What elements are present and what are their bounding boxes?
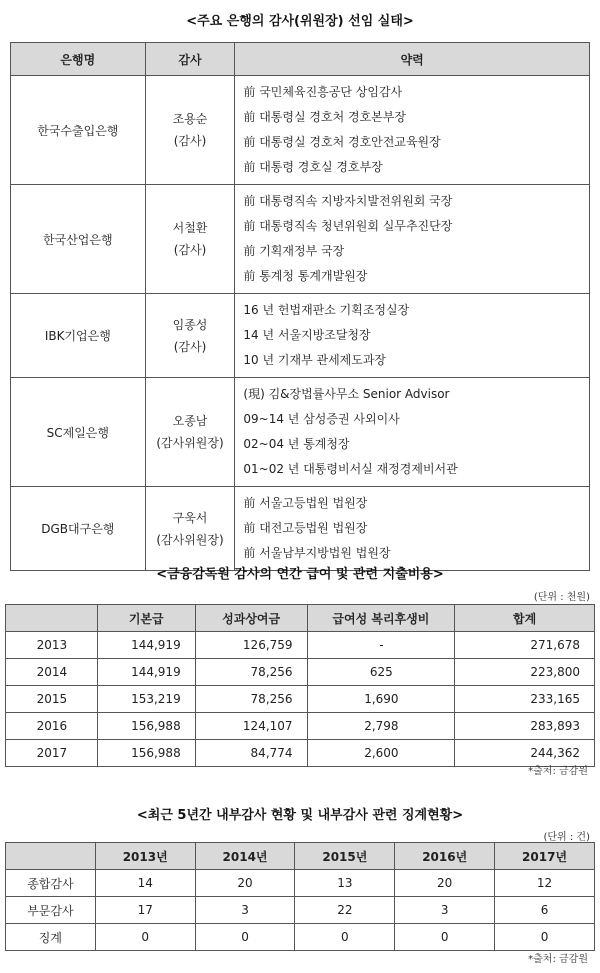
table-row [6,659,595,686]
year-cell: 2016 [6,713,98,740]
total-cell: 244,362 [455,740,595,767]
welfare-cell: 1,690 [307,686,455,713]
auditor-cell [145,294,235,378]
base-pay-cell: 156,988 [97,740,195,767]
year-cell: 2013 [6,632,98,659]
value-cell: 6 [495,897,595,924]
auditor-cell [145,185,235,294]
auditor-name: 서철환 [172,221,208,235]
value-cell: 0 [95,924,195,951]
table-row [6,632,595,659]
auditor-name: 임종성 [172,317,208,332]
career-cell [235,487,590,571]
header-auditor: 감사 [145,43,235,76]
total-cell: 233,165 [455,686,595,713]
table-row [11,185,590,294]
career-line: 前 서울고등법원 법원장 [243,496,368,510]
value-cell: 17 [95,897,195,924]
auditor-title: (감사위원장) [156,532,224,547]
table-header-row [6,605,595,632]
table3-unit: (단위 : 건) [543,832,590,843]
table-row [11,378,590,487]
table3-title: <최근 5년간 내부감사 현황 및 내부감사 관련 징계현황> [136,808,464,823]
header-2017: 2017년 [495,843,595,870]
bank-name: IBK기업은행 [11,294,146,378]
table-row [11,294,590,378]
total-cell: 223,800 [455,659,595,686]
welfare-cell: - [307,632,455,659]
bank-name: 한국수출입은행 [11,76,146,185]
career-line: 前 대통령직속 청년위원회 실무추진단장 [243,219,453,233]
career-line: 前 기획재정부 국장 [243,244,345,258]
career-line: 前 대통령 경호실 경호부장 [243,160,383,174]
year-cell: 2015 [6,686,98,713]
career-line: 前 대전고등법원 법원장 [243,521,368,535]
header-total: 합계 [455,605,595,632]
value-cell: 3 [395,897,495,924]
total-cell: 271,678 [455,632,595,659]
table-header-row [11,43,590,76]
header-career: 약력 [235,43,590,76]
value-cell: 0 [195,924,295,951]
row-label: 종합감사 [6,870,96,897]
bank-name: 한국산업은행 [11,185,146,294]
career-line: 01~02 년 대통령비서실 재정경제비서관 [243,462,458,476]
bank-name: DGB대구은행 [11,487,146,571]
header-empty [6,605,98,632]
value-cell: 22 [295,897,395,924]
career-line: (現) 김&장법률사무소 Senior Advisor [243,387,450,401]
value-cell: 13 [295,870,395,897]
career-line: 09~14 년 삼성증권 사외이사 [243,412,400,426]
career-cell [235,294,590,378]
table-row [6,924,595,951]
auditor-cell [145,378,235,487]
career-cell [235,378,590,487]
career-line: 10 년 기재부 관세제도과장 [243,353,387,367]
header-2014: 2014년 [195,843,295,870]
table-row [6,897,595,924]
total-cell: 283,893 [455,713,595,740]
welfare-cell: 2,798 [307,713,455,740]
base-pay-cell: 153,219 [97,686,195,713]
bonus-cell: 126,759 [195,632,307,659]
career-line: 16 년 헌법재판소 기획조정실장 [243,303,410,317]
auditor-title: (감사) [173,339,207,354]
career-line: 前 대통령직속 지방자치발전위원회 국장 [243,194,453,208]
header-2015: 2015년 [295,843,395,870]
header-empty [6,843,96,870]
table-row [11,487,590,571]
table1-title: <주요 은행의 감사(위원장) 선임 실태> [186,14,414,29]
table-header-row [6,843,595,870]
value-cell: 3 [195,897,295,924]
auditor-title: (감사) [173,243,207,257]
welfare-cell: 2,600 [307,740,455,767]
value-cell: 14 [95,870,195,897]
auditor-appointment-table [10,42,590,571]
career-line: 前 대통령실 경호처 경호안전교육원장 [243,135,441,149]
auditor-title: (감사) [173,134,207,148]
header-2016: 2016년 [395,843,495,870]
value-cell: 0 [495,924,595,951]
year-cell: 2017 [6,740,98,767]
header-bonus: 성과상여금 [195,605,307,632]
bonus-cell: 78,256 [195,659,307,686]
table-row [6,713,595,740]
bonus-cell: 78,256 [195,686,307,713]
auditor-name: 조용순 [172,112,208,126]
row-label: 부문감사 [6,897,96,924]
header-2013: 2013년 [95,843,195,870]
value-cell: 12 [495,870,595,897]
table-row [6,686,595,713]
salary-table [5,604,595,767]
auditor-title: (감사위원장) [156,436,224,450]
value-cell: 0 [295,924,395,951]
career-line: 前 국민체육진흥공단 상임감사 [243,85,403,99]
auditor-cell [145,76,235,185]
table2-source: *출처: 금감원 [528,766,588,777]
auditor-name: 오종남 [172,414,208,428]
table-row [6,740,595,767]
bonus-cell: 124,107 [195,713,307,740]
header-welfare: 급여성 복리후생비 [307,605,455,632]
table2-title: <금융감독원 감사의 연간 급여 및 관련 지출비용> [156,567,444,582]
value-cell: 20 [395,870,495,897]
table3-source: *출처: 금감원 [528,954,588,965]
career-line: 14 년 서울지방조달청장 [243,328,371,342]
bonus-cell: 84,774 [195,740,307,767]
career-line: 02~04 년 통계청장 [243,437,350,451]
table-row [6,870,595,897]
career-cell [235,76,590,185]
welfare-cell: 625 [307,659,455,686]
value-cell: 20 [195,870,295,897]
header-base-pay: 기본급 [97,605,195,632]
internal-audit-table [5,842,595,951]
career-line: 前 서울남부지방법원 법원장 [243,546,391,560]
year-cell: 2014 [6,659,98,686]
career-line: 前 대통령실 경호처 경호본부장 [243,110,406,124]
base-pay-cell: 144,919 [97,659,195,686]
auditor-cell [145,487,235,571]
table-row [11,76,590,185]
value-cell: 0 [395,924,495,951]
base-pay-cell: 156,988 [97,713,195,740]
auditor-name: 구욱서 [172,510,208,525]
table2-unit: (단위 : 천원) [533,592,590,603]
header-bank: 은행명 [11,43,146,76]
bank-name: SC제일은행 [11,378,146,487]
career-cell [235,185,590,294]
base-pay-cell: 144,919 [97,632,195,659]
row-label: 징계 [6,924,96,951]
career-line: 前 통계청 통계개발원장 [243,269,368,283]
